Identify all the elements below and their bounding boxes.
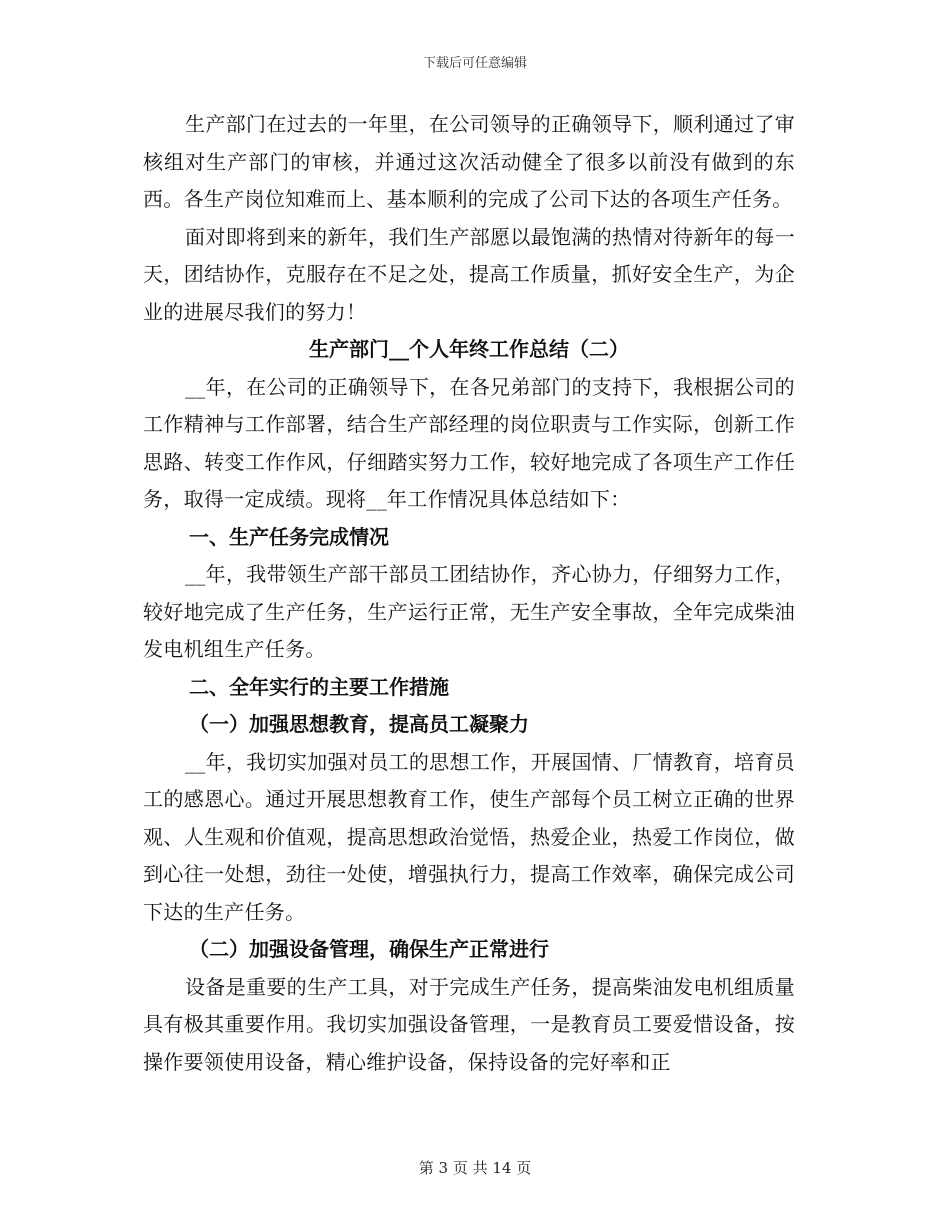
subheading-2a: （一）加强思想教育，提高员工凝聚力 (189, 712, 529, 736)
paragraph-2: 面对即将到来的新年，我们生产部愿以最饱满的热情对待新年的每一天，团结协作，克服存在不足之处，提高工作质量，抓好安全生产，为企业的进展尽我们的努力！ (143, 224, 795, 324)
page-footer: 第 3 页 共 14 页 (418, 1159, 532, 1177)
heading-2: 二、全年实行的主要工作措施 (189, 674, 449, 699)
paragraph-5: __年，我切实加强对员工的思想工作，开展国情、厂情教育，培育员工的感恩心。通过开展思想教育工作，使生产部每个员工树立正确的世界观、人生观和价值观，提高思想政治觉悟，热爱企业，热爱工作岗位，做到心往一处想，劲往一处使，增强执行力，提高工作效率，确保完成公司下达的生产任务。 (143, 749, 795, 924)
subheading-2b: （二）加强设备管理，确保生产正常进行 (189, 937, 549, 961)
paragraph-4: __年，我带领生产部干部员工团结协作，齐心协力，仔细努力工作，较好地完成了生产任务，生产运行正常，无生产安全事故，全年完成柴油发电机组生产任务。 (143, 562, 795, 661)
heading-1: 一、生产任务完成情况 (189, 524, 389, 549)
paragraph-1: 生产部门在过去的一年里，在公司领导的正确领导下，顺利通过了审核组对生产部门的审核，并通过这次活动健全了很多以前没有做到的东西。各生产岗位知难而上、基本顺利的完成了公司下达的各项生产任务。 (143, 112, 795, 211)
page-header: 下载后可任意编辑 (422, 56, 527, 71)
section-title: 生产部门__个人年终工作总结（二） (309, 337, 629, 361)
paragraph-3: __年，在公司的正确领导下，在各兄弟部门的支持下，我根据公司的工作精神与工作部署，结合生产部经理的岗位职责与工作实际，创新工作思路、转变工作作风，仔细踏实努力工作，较好地完成了各项生产工作任务，取得一定成绩。现将__年工作情况具体总结如下： (143, 374, 795, 511)
paragraph-6: 设备是重要的生产工具，对于完成生产任务，提高柴油发电机组质量具有极其重要作用。我切实加强设备管理，一是教育员工要爱惜设备，按操作要领使用设备，精心维护设备，保持设备的完好率和正 (143, 974, 795, 1074)
document-body (143, 106, 795, 1081)
